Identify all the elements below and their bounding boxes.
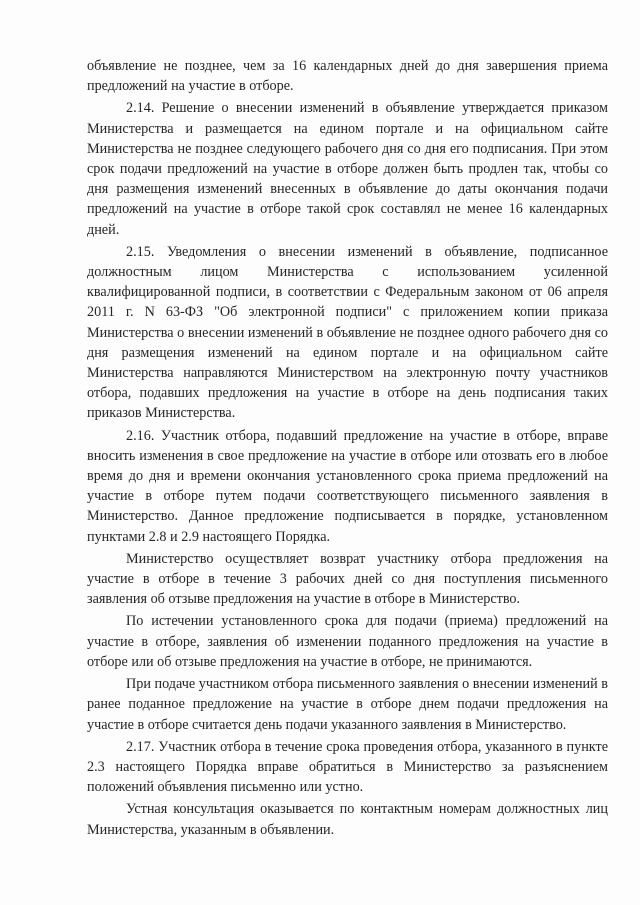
paragraph-2-17: 2.17. Участник отбора в течение срока проведения отбора, указанного в пункте 2.3 настоящего Порядка вправе обратиться в Министерство за разъяснением положений объявления письменно или устно. bbox=[87, 738, 608, 796]
paragraph-2-15: 2.15. Уведомления о внесении изменений в объявление, подписанное должностным лицом Министерства с использованием усиленной квалифицированной подписи, в соответствии с Федеральным законом от 06 апреля 2011 г. N 63-ФЗ "Об электронной подписи" с приложением копии приказа Министерства о внесении изменений в объявление не позднее одного рабочего дня со дня размещения изменений на едином портале и на официальном сайте Министерства направляются Министерством на электронную почту участников отбора, подавших предложения на участие в отборе на день подписания таких приказов Министерства. bbox=[87, 243, 608, 422]
paragraph-continuation: объявление не позднее, чем за 16 календарных дней до дня завершения приема предложений на участие в отборе. bbox=[87, 58, 608, 95]
paragraph-submission-date: При подаче участником отбора письменного заявления о внесении изменений в ранее поданное предложение на участие в отборе днем подачи предложения на участие в отборе считается день подачи указанного заявления в Министерство. bbox=[87, 676, 608, 733]
paragraph-oral-consultation: Устная консультация оказывается по контактным номерам должностных лиц Министерства, указанным в объявлении. bbox=[87, 801, 608, 838]
document-body bbox=[87, 56, 608, 840]
paragraph-deadline-expiry: По истечении установленного срока для подачи (приема) предложений на участие в отборе, заявления об изменении поданного предложения на участие в отборе или об отзыве предложения на участие в отборе, не принимаются. bbox=[87, 613, 608, 670]
paragraph-2-14: 2.14. Решение о внесении изменений в объявление утверждается приказом Министерства и размещается на едином портале и на официальном сайте Министерства не позднее следующего рабочего дня со дня его подписания. При этом срок подачи предложений на участие в отборе должен быть продлен так, чтобы со дня размещения изменений внесенных в объявление до даты окончания подачи предложений на участие в отборе такой срок составлял не менее 16 календарных дней. bbox=[87, 100, 608, 238]
paragraph-return-proposal: Министерство осуществляет возврат участнику отбора предложения на участие в отборе в течение 3 рабочих дней со дня поступления письменного заявления об отзыве предложения на участие в отборе в Министерство. bbox=[87, 550, 608, 608]
paragraph-2-16: 2.16. Участник отбора, подавший предложение на участие в отборе, вправе вносить изменения в свое предложение на участие в отборе или отозвать его в любое время до дня и времени окончания установленного срока приема предложений на участие в отборе путем подачи соответствующего письменного заявления в Министерство. Данное предложение подписывается в порядке, установленном пунктами 2.8 и 2.9 настоящего Порядка. bbox=[87, 427, 608, 545]
